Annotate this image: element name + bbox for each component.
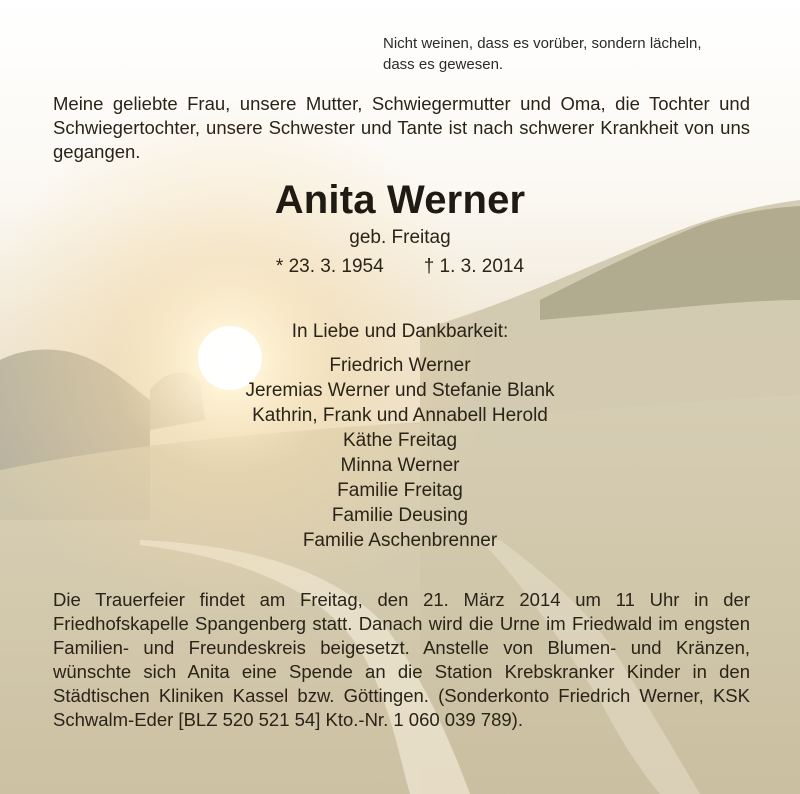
quote-line: Nicht weinen, dass es vorüber, sondern lächeln,: [383, 35, 702, 52]
intro-paragraph: Meine geliebte Frau, unsere Mutter, Schwiegermutter und Oma, die Tochter und Schwiegertochter, unsere Schwester und Tante ist nach schwerer Krankheit von uns gegangen.: [53, 93, 750, 162]
maiden-name: geb. Freitag: [349, 227, 451, 248]
mourners-list: [0, 353, 800, 553]
life-dates: [0, 256, 800, 278]
deceased-name: Anita Werner: [274, 178, 526, 222]
love-gratitude-line: In Liebe und Dankbarkeit:: [291, 321, 509, 342]
mourner-name: Käthe Freitag: [342, 430, 458, 451]
epigraph-quote: [383, 33, 783, 75]
mourner-name: Minna Werner: [340, 455, 460, 476]
quote-line: dass es gewesen.: [383, 56, 504, 73]
mourner-name: Familie Deusing: [331, 505, 469, 526]
death-date: † 1. 3. 2014: [423, 256, 525, 277]
mourner-name: Familie Freitag: [337, 480, 463, 501]
birth-date: * 23. 3. 1954: [275, 256, 384, 277]
mourner-name: Kathrin, Frank und Annabell Herold: [252, 405, 548, 426]
mourner-name: Jeremias Werner und Stefanie Blank: [245, 380, 555, 401]
funeral-details-paragraph: Die Trauerfeier findet am Freitag, den 21. März 2014 um 11 Uhr in der Friedhofskapelle Spangenberg statt. Danach wird die Urne im Friedwald im engsten Familien- und Freundeskreis beigesetzt. Anstelle von Blumen- und Kränzen, wünschte sich Anita eine Spende an die Station Krebskranker Kinder in den Städtischen Kliniken Kassel bzw. Göttingen. (Sonderkonto Friedrich Werner, KSK Schwalm-Eder [BLZ 520 521 54] Kto.-Nr. 1 060 039 789).: [53, 589, 750, 730]
mourner-name: Familie Aschenbrenner: [302, 530, 498, 551]
mourner-name: Friedrich Werner: [329, 355, 471, 376]
